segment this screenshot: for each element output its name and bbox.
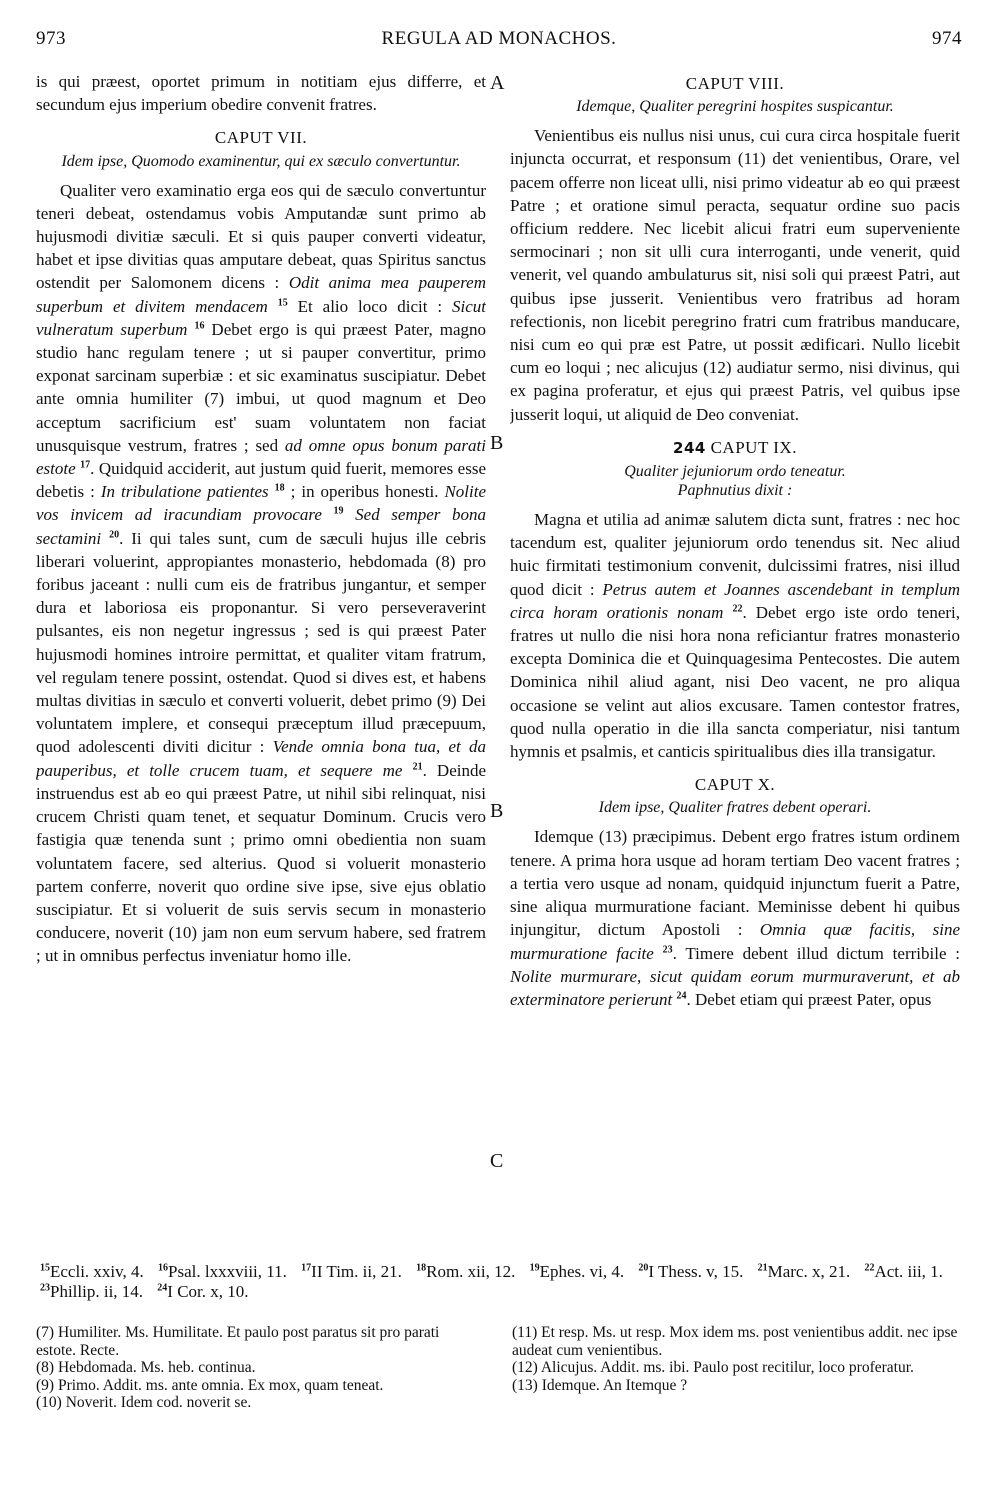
page-number-right: 974 (932, 28, 962, 49)
footnote-marker: 23 (662, 943, 673, 955)
margin-marker-b: B (490, 432, 504, 454)
ref-text: Psal. lxxxviii, 11. (168, 1262, 287, 1281)
editorial-notes-right (512, 1324, 960, 1394)
scripture-ref (158, 1262, 287, 1281)
page-number-left: 973 (36, 28, 66, 49)
scripture-ref (758, 1262, 851, 1281)
text-run: . Debet ergo iste ordo teneri, fratres ut nullo die nisi hora nona reficiantur fratres monasterio excepta Dominica die et Quinquagesima Pentecostes. Die autem Dominica nihil aliud agant, nisi Deo vacent, ne pro aliqua occasione se velint aut alios excusare. Tamen contestor fratres, quod nulla operatio in die illa sancta comperiatur, nisi tantum hymnis et psalmis, et canticis spiritualibus dies illa transigatur. (510, 602, 960, 762)
ref-number: 19 (529, 1262, 540, 1274)
chapter-7-heading: CAPUT VII. (214, 128, 308, 148)
left-column (36, 70, 486, 1230)
editorial-note: (9) Primo. Addit. ms. ante omnia. Ex mox, quam teneat. (36, 1376, 384, 1394)
scripture-quote: Odit anima mea pauperem superbum et divitem mendacem (36, 273, 486, 316)
scripture-ref (40, 1282, 143, 1301)
scripture-ref (301, 1262, 402, 1281)
footnote-marker: 19 (333, 505, 344, 517)
page-title: REGULA AD MONACHOS. (381, 28, 617, 49)
chapter-7-subtitle: Idem ipse, Quomodo examinentur, qui ex sæculo convertuntur. (61, 152, 461, 170)
footnote-marker: 20 (109, 529, 120, 540)
editorial-note: (10) Noverit. Idem cod. noverit se. (36, 1394, 252, 1411)
text-run: Magna et utilia ad animæ salutem dicta sunt, fratres : nec hoc tacendum est, qualiter jejuniorum ordo tenendus sit. Nec aliud huic firmitati testimonium convenit, dulcissimi fratres, nisi illud quod dicit : (510, 510, 960, 599)
text-run: . Deinde instruendus est ab eo qui præest Patre, ut nihil sibi relinquat, nisi crucem Christi quam tenet, et sequatur Dominum. Crucis vero fastigia quæ tenenda sunt ; primo omni obedientia non suam voluntatem facere, sed alterius. Quod si voluerit monasterio partem conferre, noverit quo ordine sive ipse, sive ejus oblatio suscipiatur. Et si voluerit de suis servis secum in monasterio conducere, noverit (10) jam non eum servum habere, sed fratrem ; ut in omnibus perfectus inveniatur homo ille. (36, 760, 486, 966)
scripture-ref (40, 1262, 144, 1281)
text-run: . Debet etiam qui præest Pater, opus (686, 989, 932, 1009)
scripture-ref (638, 1262, 743, 1281)
scripture-quote: Nolite vos invicem ad iracundiam provocare (36, 482, 486, 525)
footnote-marker: 17 (80, 459, 91, 471)
text-run: . Timere debent illud dictum terribile : (672, 943, 960, 963)
running-head (36, 28, 962, 54)
editorial-note: (11) Et resp. Ms. ut resp. Mox idem ms. post venientibus addit. nec ipse audeat cum venientibus. (512, 1324, 958, 1359)
right-column (510, 70, 960, 1230)
ref-number: 22 (864, 1262, 875, 1274)
ref-text: Ephes. vi, 4. (539, 1262, 625, 1281)
ref-text: Phillip. ii, 14. (50, 1282, 144, 1301)
ref-text: Act. iii, 1. (874, 1262, 943, 1281)
ref-number: 15 (40, 1262, 50, 1274)
chapter-9-subtitle: Qualiter jejuniorum ordo teneatur. (624, 463, 846, 481)
column-number: 244 (673, 438, 706, 457)
scripture-ref (157, 1282, 248, 1301)
chapter-9-heading (510, 436, 960, 460)
scripture-quote: Sicut vulneratum superbum (36, 296, 486, 339)
text-run: Et alio loco dicit : (287, 296, 452, 316)
scripture-ref (864, 1262, 942, 1281)
ref-number: 23 (40, 1282, 50, 1294)
chapter-9-paragraph (510, 508, 960, 763)
chapter-8-paragraph: Venientibus eis nullus nisi unus, cui cura circa hospitale fuerit injuncta occurrat, et responsum (11) det venientibus, Orare, vel pacem offerre non liceat ulli, nisi primo videatur ab eo qui præest Patre ; et oratione simul peracta, sequatur ordine suo pacis officium reddere. Nec licebit alicui fratri eum superveniente sermocinari ; non sit ulli cura interroganti, unde venerit, quid venerit, vel quando ambulaturus sit, nisi soli qui præest Patri, aut quibus ipse jusserit. Venientibus vero fratribus ad horam refectionis, non licebit peregrino fratri cum fratribus manducare, nisi cum eo qui præ est Patre, ut possit ædificari. Nullo licebit cum eo loqui ; nec alicujus (12) audiatur sermo, nisi divinus, qui ex pagina proferatur, et ejus qui præest Patris, vel quibus ipse jusserit loqui, ut aliquid de Deo conveniat. (510, 126, 960, 424)
ref-number: 18 (416, 1262, 427, 1274)
scripture-quote: Nolite murmurare, sicut quidam eorum murmuraverunt, et ab exterminatore perierunt (510, 966, 960, 1009)
chapter-8-subtitle: Idemque, Qualiter peregrini hospites suspicantur. (576, 98, 894, 116)
scripture-quote: In tribulatione patientes (100, 482, 269, 502)
ref-text: I Thess. v, 15. (648, 1262, 744, 1281)
ref-number: 21 (757, 1262, 768, 1274)
scripture-quote: ad omne opus bonum parati estote (36, 435, 486, 479)
footnote-marker: 15 (277, 296, 288, 308)
editorial-note: (7) Humiliter. Ms. Humilitate. Et paulo post paratus sit pro parati estote. Recte. (36, 1324, 440, 1359)
ref-text: Eccli. xxiv, 4. (50, 1262, 144, 1281)
text-run: ; in operibus honesti. (284, 482, 445, 502)
editorial-note: (8) Hebdomada. Ms. heb. continua. (36, 1359, 256, 1376)
margin-marker-c: C (490, 1150, 504, 1172)
editorial-note: (13) Idemque. An Itemque ? (512, 1376, 688, 1394)
footnote-marker: 18 (274, 482, 285, 494)
margin-marker-b-second: B (490, 800, 504, 822)
scripture-references (40, 1262, 960, 1302)
text-run: . Quidquid acciderit, aut justum quid fuerit, memores esse debetis : (36, 459, 486, 502)
footnote-marker: 16 (194, 320, 205, 332)
chapter-9-title: CAPUT IX. (710, 437, 797, 457)
ref-number: 16 (158, 1262, 169, 1274)
scripture-ref (416, 1262, 515, 1281)
text-run: Debet ergo is qui præest Pater, magno studio hanc regulam tenere ; ut si pauper convertitur, primo exponat sarcinam superbiæ : et sic examinatus suscipiatur. Debet ante omnia humiliter (7) imbui, ut quod magnum et Deo acceptum sacrificium est' suam voluntatem non faciat unusquisque vestrum, fratres ; sed (36, 319, 486, 455)
footnote-marker: 22 (732, 603, 743, 615)
scripture-quote: Sed semper bona sectamini (36, 505, 486, 548)
footnote-marker: 24 (676, 990, 687, 1002)
chapter-7-paragraph (36, 179, 486, 968)
editorial-note: (12) Alicujus. Addit. ms. ibi. Paulo post recitilur, loco proferatur. (512, 1359, 914, 1376)
text-run: Idemque (13) præcipimus. Debent ergo fratres istum ordinem tenere. A prima hora usque ad horam tertiam Deo vacent fratres ; a tertia vero usque ad nonam, quidquid injunctum fuerit a Patre, sine aliqua murmuratione faciant. Meminisse debent hi quibus injungitur, dictum Apostoli : (510, 827, 960, 940)
chapter-10-subtitle: Idem ipse, Qualiter fratres debent operari. (598, 799, 872, 817)
chapter-8-heading: CAPUT VIII. (685, 74, 785, 93)
intro-paragraph: is qui præest, oportet primum in notitiam ejus differre, et secundum ejus imperium obedire convenit fratres. (36, 72, 486, 115)
text-run: . Ii qui tales sunt, cum de sæculi hujus ille cebris liberari voluerint, appropiantes monasterio, hebdomada (8) pro foribus jaceant : nulli cum eis de fratribus jungantur, et semper dura et laboriosa eis proponantur. Si vero perseveraverint pulsantes, eis non negetur ingressus ; sed is qui præest Pater hujusmodi homines introire permittat, et qualiter vitam fratrum, vel regulam tenere possint, ostendat. Quod si dives est, et habens multas divitias in sæculo et converti voluerit, debet primo (9) Dei voluntatem implere, et consequi præceptum illud præcepuum, quod adolescenti diviti dicitur : (36, 528, 486, 757)
ref-text: Marc. x, 21. (767, 1262, 851, 1281)
editorial-notes-left (36, 1324, 476, 1412)
scripture-quote: Petrus autem et Joannes ascendebant in templum circa horam orationis nonam (510, 579, 960, 622)
ref-number: 17 (301, 1262, 312, 1274)
ref-text: I Cor. x, 10. (167, 1282, 249, 1301)
ref-text: Rom. xii, 12. (426, 1262, 516, 1281)
chapter-10-paragraph (510, 825, 960, 1011)
scripture-quote: Omnia quæ facitis, sine murmuratione facite (510, 920, 960, 963)
footnote-marker: 21 (412, 761, 423, 773)
ref-number: 24 (157, 1282, 168, 1294)
ref-text: II Tim. ii, 21. (311, 1262, 402, 1281)
chapter-9-speaker: Paphnutius dixit : (677, 482, 793, 500)
chapter-10-heading: CAPUT X. (694, 775, 776, 795)
margin-marker-a: A (490, 72, 505, 94)
ref-number: 20 (638, 1262, 649, 1274)
text-run: Qualiter vero examinatio erga eos qui de sæculo convertuntur teneri debeat, ostendamus vobis Amputandæ sunt primo ab hujusmodi divitiæ sæculi. Et si quis pauper converti videatur, habet et ipse divitias quas amputare debeat, quas Spiritus sanctus ostendit per Salomonem dicens : (36, 180, 486, 293)
scripture-ref (530, 1262, 625, 1281)
scripture-quote: Vende omnia bona tua, et da pauperibus, et tolle crucem tuam, et sequere me (36, 737, 486, 780)
